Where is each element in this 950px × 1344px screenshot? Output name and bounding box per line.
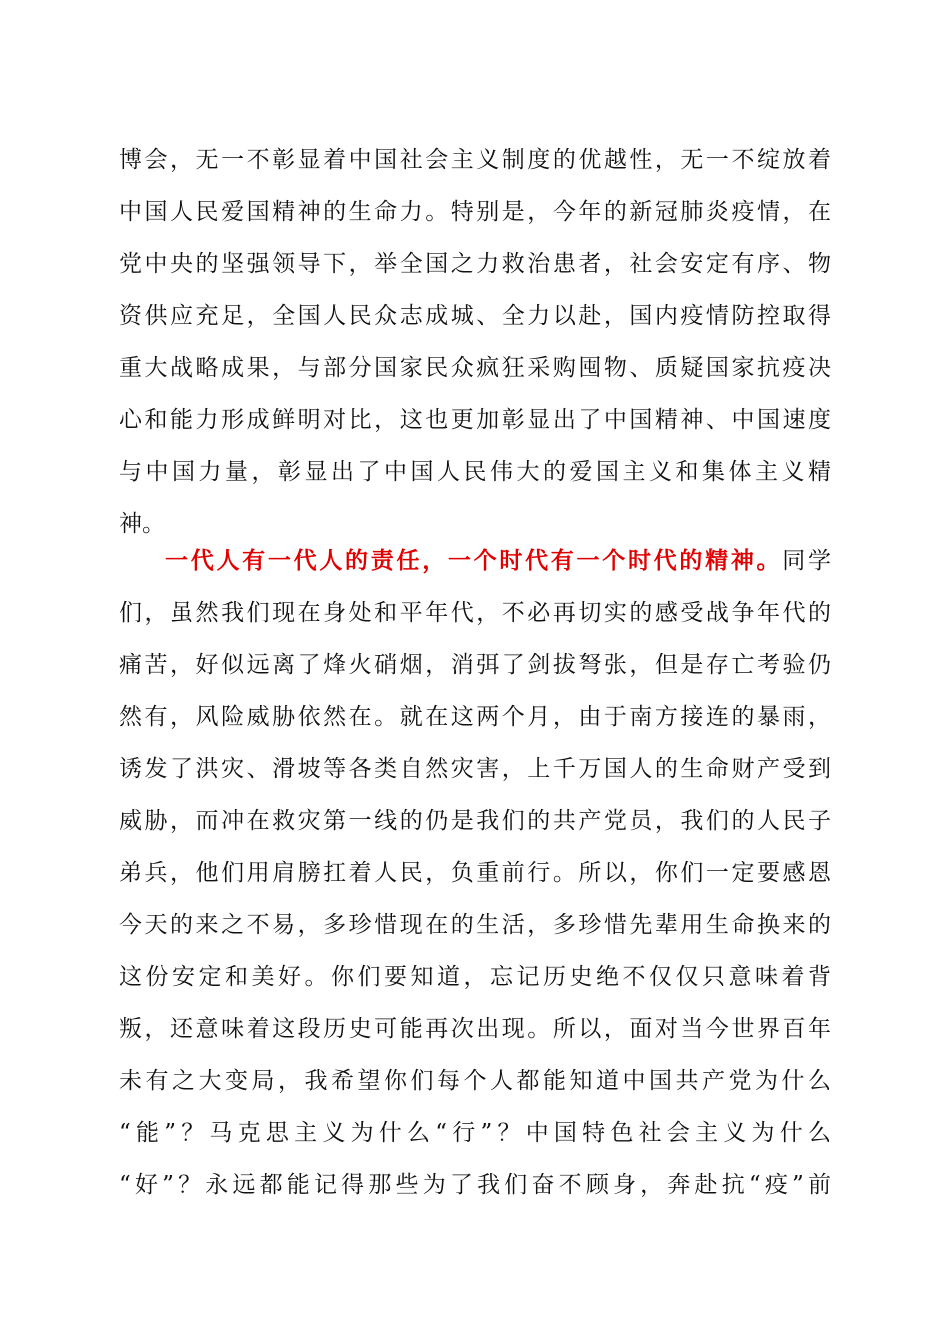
text-line: 今天的来之不易，多珍惜现在的生活，多珍惜先辈用生命换来的 [119,912,831,938]
text-line: “好”？永远都能记得那些为了我们奋不顾身，奔赴抗“疫”前 [119,1172,831,1198]
text-line: 党中央的坚强领导下，举全国之力救治患者，社会安定有序、物 [119,251,831,277]
text-line-first [165,536,831,586]
text-line: 叛，还意味着这段历史可能再次出现。所以，面对当今世界百年 [119,1016,831,1042]
text-line: 资供应充足，全国人民众志成城、全力以赴，国内疫情防控取得 [119,303,831,329]
text-line: 威胁，而冲在救灾第一线的仍是我们的共产党员，我们的人民子 [119,808,831,834]
text-line: 痛苦，好似远离了烽火硝烟，消弭了剑拔弩张，但是存亡考验仍 [119,652,831,678]
text-line: 神。 [119,511,165,537]
text-line: 弟兵，他们用肩膀扛着人民，负重前行。所以，你们一定要感恩 [119,860,831,886]
text-line: 心和能力形成鲜明对比，这也更加彰显出了中国精神、中国速度 [119,407,831,433]
text-line: 未有之大变局，我希望你们每个人都能知道中国共产党为什么 [119,1068,831,1094]
text-line: 中国人民爱国精神的生命力。特别是，今年的新冠肺炎疫情，在 [119,199,831,225]
highlight-sentence: 一代人有一代人的责任，一个时代有一个时代的精神。 [165,547,783,574]
text-line: 重大战略成果，与部分国家民众疯狂采购囤物、质疑国家抗疫决 [119,355,831,381]
text-line: 然有，风险威胁依然在。就在这两个月，由于南方接连的暴雨， [119,704,831,730]
text-line: 们，虽然我们现在身处和平年代，不必再切实的感受战争年代的 [119,600,831,626]
text-line: “能”？马克思主义为什么“行”？中国特色社会主义为什么 [119,1120,831,1146]
text-line: 这份安定和美好。你们要知道，忘记历史绝不仅仅只意味着背 [119,964,831,990]
text-line: 诱发了洪灾、滑坡等各类自然灾害，上千万国人的生命财产受到 [119,756,831,782]
first-line-rest: 同学 [782,548,832,574]
text-line: 与中国力量，彰显出了中国人民伟大的爱国主义和集体主义精 [119,459,831,485]
text-line: 博会，无一不彰显着中国社会主义制度的优越性，无一不绽放着 [119,147,831,173]
